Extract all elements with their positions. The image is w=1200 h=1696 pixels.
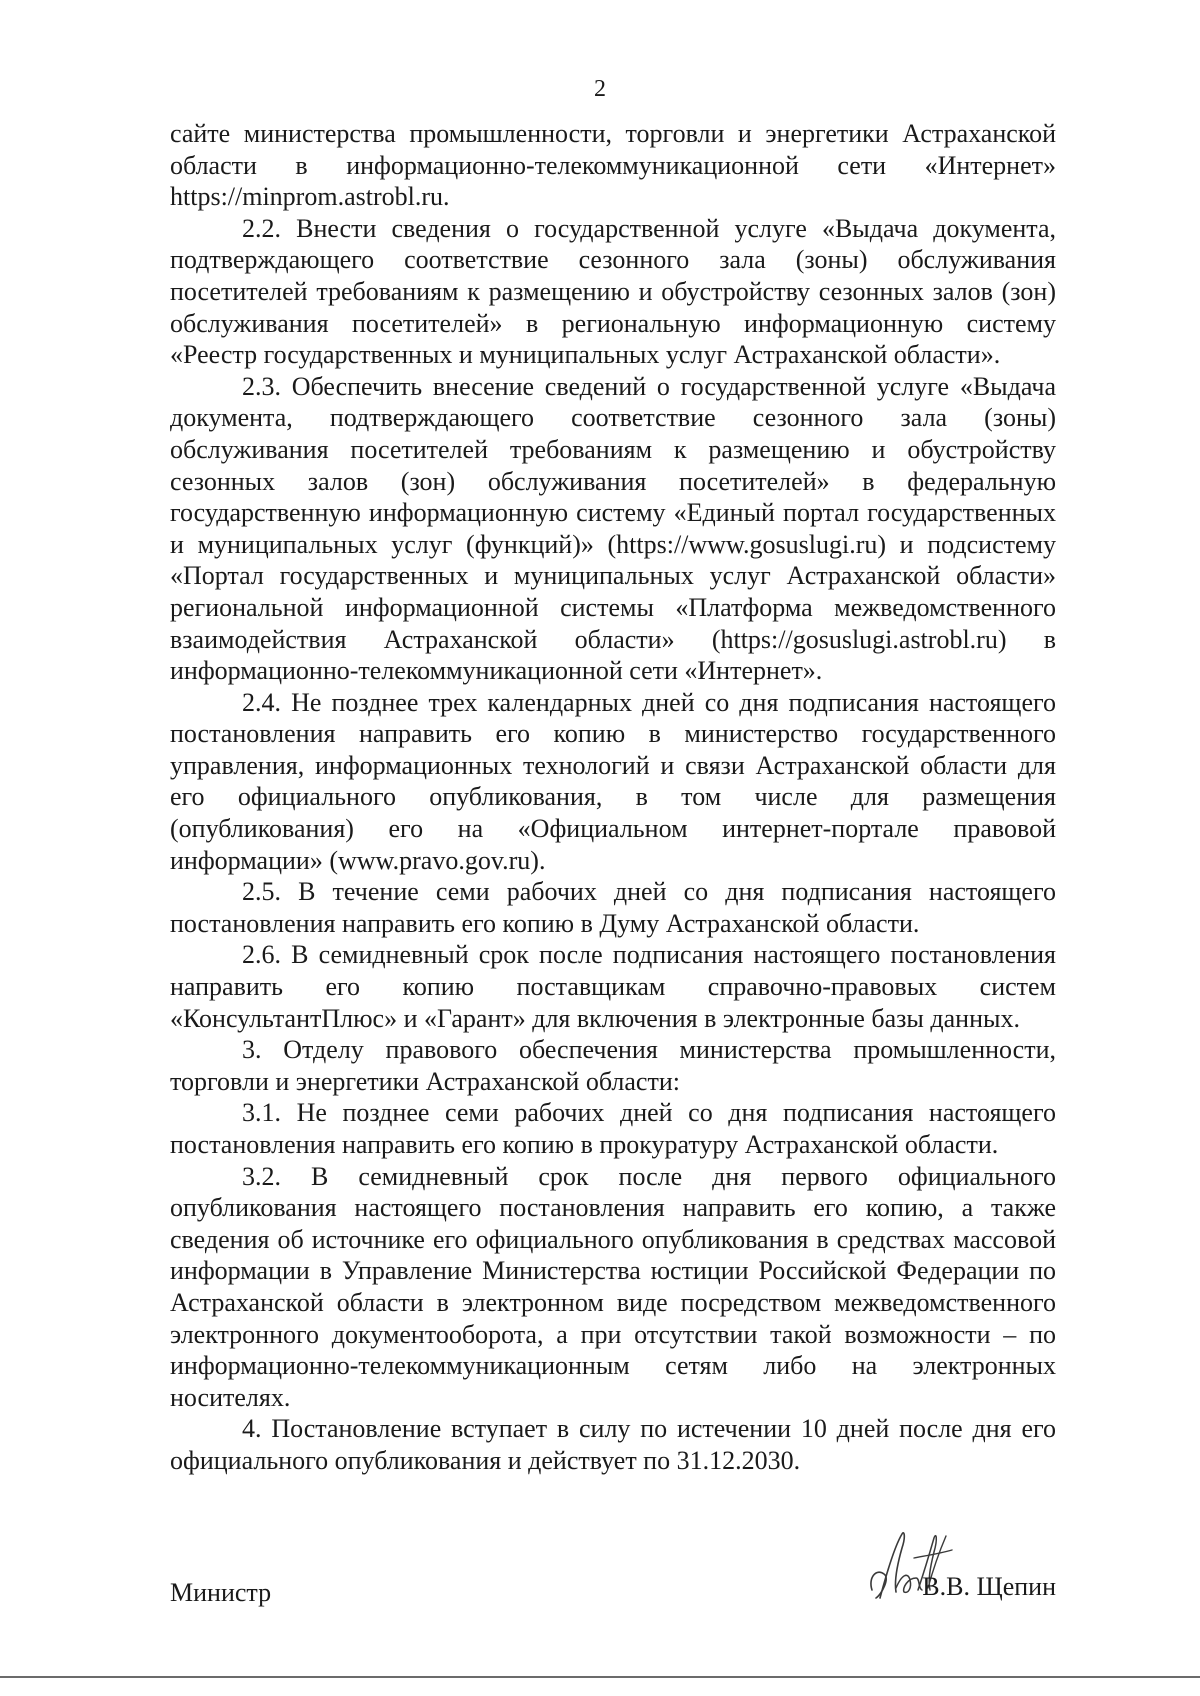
signature-block [170, 1572, 1056, 1618]
paragraph-2-5: 2.5. В течение семи рабочих дней со дня подписания настоящего постановления направить его копию в Думу Астраханской области. [170, 877, 1056, 938]
paragraph-2-4: 2.4. Не позднее трех календарных дней со дня подписания настоящего постановления направить его копию в министерство государственного управления, информационных технологий и связи Астраханской области для его официального опубликования, в том числе для размещения (опубликования) его на «Официальном интернет-портале правовой информации» (www.pravo.gov.ru). [170, 687, 1056, 875]
paragraph-2-3: 2.3. Обеспечить внесение сведений о государственной услуге «Выдача документа, подтверждающего соответствие сезонного зала (зоны) обслуживания посетителей требованиям к размещению и обустройству сезонных залов (зон) обслуживания посетителей» в федеральную государственную информационную систему «Единый портал государственных и муниципальных услуг (функций)» (https://www.gosuslugi.ru) и подсистему «Портал государственных и муниципальных услуг Астраханской области» региональной информационной системы «Платформа межведомственного взаимодействия Астраханской области» (https://gosuslugi.astrobl.ru) в информационно-телекоммуникационной сети «Интернет». [170, 371, 1056, 686]
paragraph-3: 3. Отделу правового обеспечения министерства промышленности, торговли и энергетики Астраханской области: [170, 1035, 1056, 1096]
signatory-title: Министр [170, 1578, 272, 1607]
paragraph-3-2: 3.2. В семидневный срок после дня первого официального опубликования настоящего постановления направить его копию, а также сведения об источнике его официального опубликования в средствах массовой информации в Управление Министерства юстиции Российской Федерации по Астраханской области в электронном виде посредством межведомственного электронного документооборота, а при отсутствии такой возможности – по информационно-телекоммуникационным сетям либо на электронных носителях. [170, 1161, 1056, 1412]
paragraph-4: 4. Постановление вступает в силу по истечении 10 дней после дня его официального опубликования и действует по 31.12.2030. [170, 1414, 1056, 1475]
paragraph-2-6: 2.6. В семидневный срок после подписания настоящего постановления направить его копию поставщикам справочно-правовых систем «КонсультантПлюс» и «Гарант» для включения в электронные базы данных. [170, 940, 1056, 1033]
paragraph-2-2: 2.2. Внести сведения о государственной услуге «Выдача документа, подтверждающего соответствие сезонного зала (зоны) обслуживания посетителей требованиям к размещению и обустройству сезонных залов (зон) обслуживания посетителей» в региональную информационную систему «Реестр государственных и муниципальных услуг Астраханской области». [170, 213, 1056, 370]
paragraph-continuation: сайте министерства промышленности, торговли и энергетики Астраханской области в информационно-телекоммуникационной сети «Интернет» https://minprom.astrobl.ru. [170, 119, 1056, 212]
page-number: 2 [594, 76, 606, 102]
signatory-name: В.В. Щепин [922, 1572, 1056, 1601]
paragraph-3-1: 3.1. Не позднее семи рабочих дней со дня подписания настоящего постановления направить его копию в прокуратуру Астраханской области. [170, 1098, 1056, 1159]
bottom-scan-edge [0, 1676, 1200, 1678]
document-body [170, 118, 1056, 1477]
